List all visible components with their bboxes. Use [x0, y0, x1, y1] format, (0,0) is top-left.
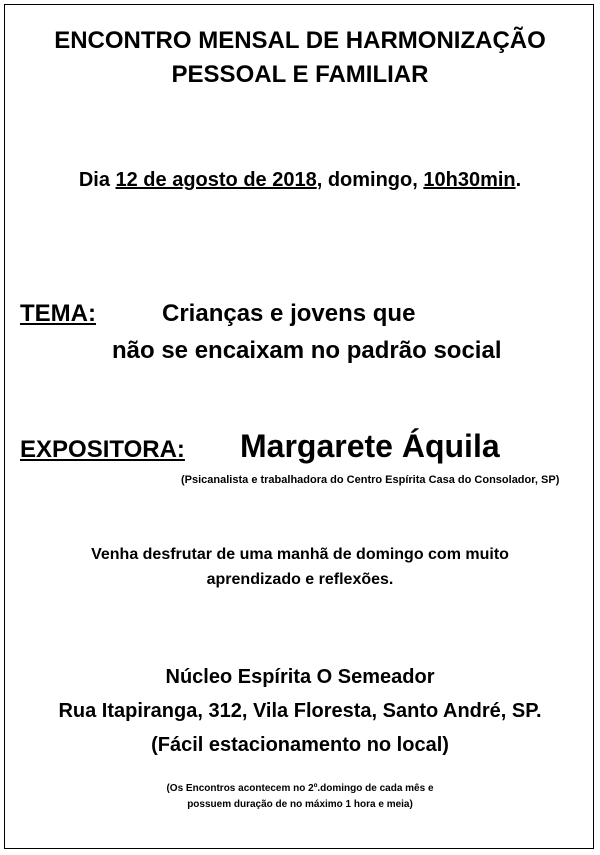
event-title-line-2: PESSOAL E FAMILIAR [171, 61, 429, 88]
date-suffix: . [515, 169, 522, 191]
event-date [0, 169, 600, 192]
footnote [0, 781, 600, 813]
date-prefix: Dia [78, 169, 116, 191]
theme-line-2: não se encaixam no padrão social [112, 337, 502, 364]
date-weekday: , domingo, [316, 169, 424, 191]
event-title [0, 24, 600, 92]
date-time: 10h30min [423, 169, 516, 191]
venue-block [0, 660, 600, 762]
speaker-label: EXPOSITORA: [20, 436, 185, 463]
speaker-description: (Psicanalista e trabalhadora do Centro Espírita Casa do Consolador, SP) [181, 474, 560, 486]
footnote-line-1: (Os Encontros acontecem no 2º.domingo de cada mês e [166, 783, 434, 794]
theme-label: TEMA: [20, 300, 96, 327]
invitation-line-1: Venha desfrutar de uma manhã de domingo com muito [91, 546, 509, 563]
speaker-name: Margarete Áquila [240, 428, 500, 464]
invitation-text [0, 542, 600, 592]
date-day: 12 de agosto de 2018 [115, 169, 317, 191]
venue-parking: (Fácil estacionamento no local) [151, 734, 449, 756]
theme-line-1: Crianças e jovens que [162, 300, 416, 327]
venue-address: Rua Itapiranga, 312, Vila Floresta, Santo André, SP. [58, 700, 542, 722]
venue-name: Núcleo Espírita O Semeador [165, 666, 435, 688]
invitation-line-2: aprendizado e reflexões. [206, 571, 394, 588]
footnote-line-2: possuem duração de no máximo 1 hora e meia) [187, 799, 413, 810]
event-title-line-1: ENCONTRO MENSAL DE HARMONIZAÇÃO [54, 27, 546, 54]
